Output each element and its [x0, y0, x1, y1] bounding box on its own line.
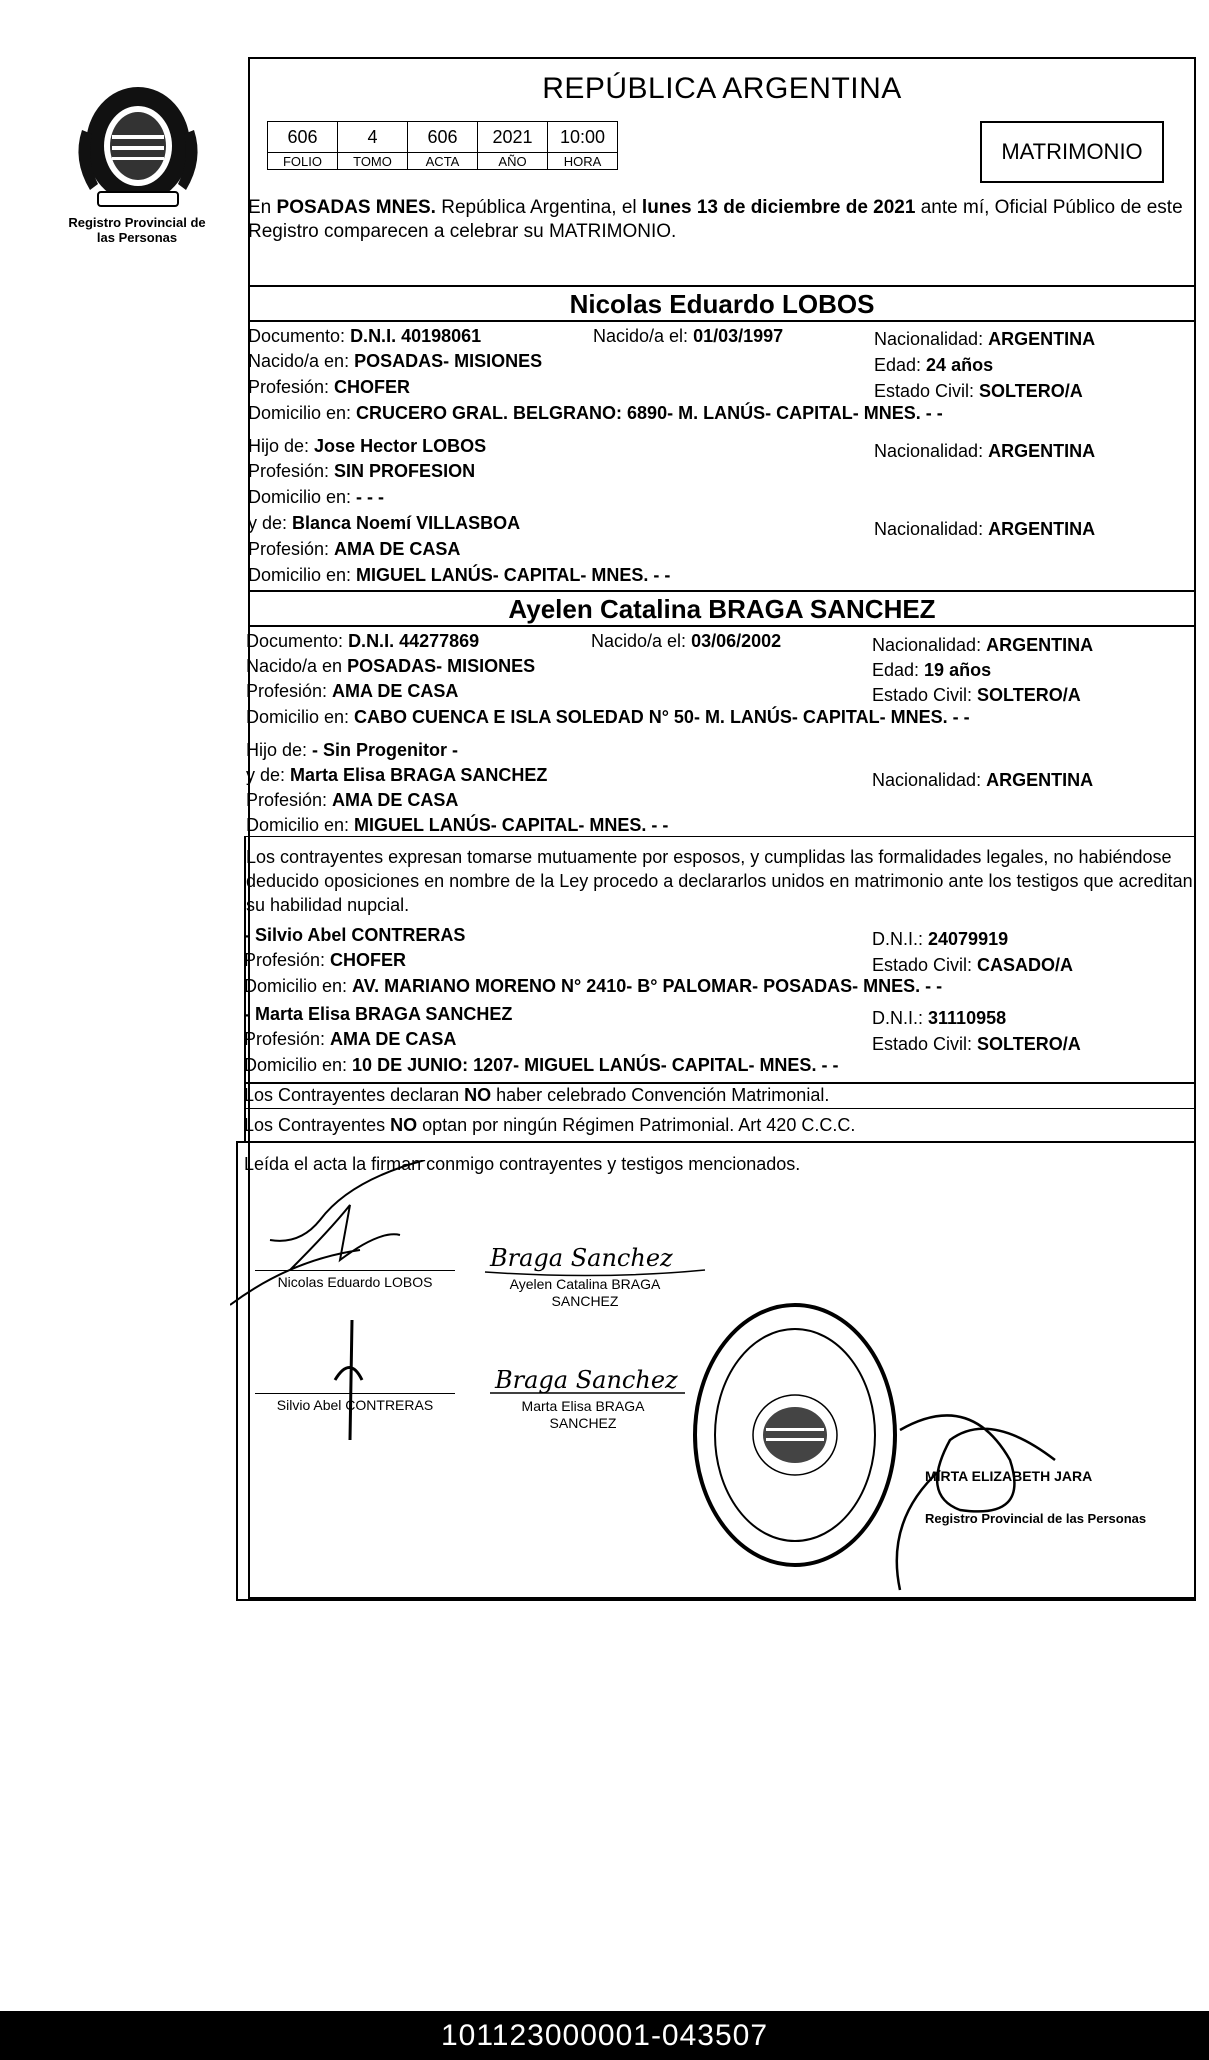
act-type-box: MATRIMONIO: [980, 121, 1164, 183]
value: Marta Elisa BRAGA SANCHEZ: [290, 765, 548, 785]
value: Jose Hector LOBOS: [314, 436, 487, 456]
divider: [244, 1082, 1196, 1084]
groom-nationality: [874, 329, 1095, 350]
witness1-signature-icon: [330, 1320, 370, 1440]
value: 24 años: [926, 355, 994, 375]
witness1-dni: [872, 929, 1008, 950]
anio-value: 2021: [478, 122, 548, 153]
value: MIGUEL LANÚS- CAPITAL- MNES. - -: [356, 565, 671, 585]
groom-mother-address: [248, 565, 670, 586]
intro-city: POSADAS MNES.: [276, 197, 436, 218]
label: Domicilio en:: [244, 1055, 353, 1075]
groom-profession: [248, 377, 410, 398]
regime-statement: [244, 1115, 855, 1136]
label: Documento:: [248, 326, 351, 346]
value: AMA DE CASA: [330, 1029, 457, 1049]
witness1-name: [244, 925, 465, 946]
declaration-paragraph: Los contrayentes expresan tomarse mutuamente por esposos, y cumplidas las formalidades legales, no habiéndose deducido oposiciones en nombre de la Ley procedo a declararlos unidos en matrimonio ante los testigos que acreditan su habilidad nupcial.: [246, 847, 1193, 915]
value: D.N.I. 44277869: [348, 631, 480, 651]
value: SIN PROFESION: [334, 461, 476, 481]
label: Estado Civil:: [874, 381, 980, 401]
label: Domicilio en:: [248, 403, 357, 423]
intro-text: ante mí, Oficial Público de este Registro comparecen a celebrar su MATRIMONIO.: [248, 197, 1183, 242]
label: y de:: [246, 765, 291, 785]
divider: [244, 1108, 1196, 1109]
bride-mother: [246, 765, 547, 786]
witness2-address: [244, 1055, 838, 1076]
value: AMA DE CASA: [332, 681, 459, 701]
witness1-civil-status: [872, 955, 1073, 976]
officer-signature-icon: [880, 1400, 1080, 1600]
intro-text: República Argentina, el: [435, 197, 642, 218]
anio-label: AÑO: [478, 153, 548, 170]
witness2-handwriting: Braga Sanchez: [495, 1366, 678, 1394]
witness1-address: [244, 976, 942, 997]
label: Domicilio en:: [248, 565, 357, 585]
value: 31110958: [928, 1008, 1007, 1028]
label: D.N.I.:: [872, 929, 929, 949]
registry-logo: [68, 80, 208, 250]
bride-mother-nationality: [872, 770, 1093, 791]
closing-statement: Leída el acta la firman conmigo contrayentes y testigos mencionados.: [244, 1154, 801, 1174]
line: SANCHEZ: [551, 1293, 619, 1309]
logo-caption: Registro Provincial de las Personas: [68, 215, 206, 245]
value: SOLTERO/A: [979, 381, 1083, 401]
label: Domicilio en:: [244, 976, 353, 996]
value: MIGUEL LANÚS- CAPITAL- MNES. - -: [354, 815, 669, 835]
value: CABO CUENCA E ISLA SOLEDAD N° 50- M. LANÚS- CAPITAL- MNES. - -: [354, 707, 970, 727]
label: Profesión:: [244, 950, 331, 970]
witness2-civil-status: [872, 1034, 1081, 1055]
line: Ayelen Catalina BRAGA: [509, 1276, 661, 1292]
convention-statement: [244, 1085, 829, 1106]
groom-signature-name: Nicolas Eduardo LOBOS: [277, 1274, 433, 1290]
bride-nationality: [872, 635, 1093, 656]
document-title: REPÚBLICA ARGENTINA: [542, 72, 902, 105]
label: Edad:: [874, 355, 927, 375]
divider: [248, 285, 1196, 287]
official-stamp-icon: [690, 1300, 900, 1570]
witness2-signature-name: [488, 1398, 678, 1432]
value: POSADAS- MISIONES: [354, 351, 543, 371]
label: Nacionalidad:: [874, 441, 989, 461]
label: Profesión:: [248, 461, 335, 481]
label: Hijo de:: [246, 740, 313, 760]
bride-signature-icon: [480, 1240, 710, 1280]
value: CASADO/A: [977, 955, 1074, 975]
value: D.N.I. 40198061: [350, 326, 482, 346]
label: Nacido/a en:: [248, 351, 355, 371]
acta-label: ACTA: [408, 153, 478, 170]
intro-date: lunes 13 de diciembre de 2021: [641, 197, 916, 218]
groom-father-address: [248, 487, 384, 508]
tomo-value: 4: [338, 122, 408, 153]
bride-profession: [246, 681, 458, 702]
hora-label: HORA: [548, 153, 618, 170]
witness1-signature-line: [255, 1393, 455, 1394]
groom-birthplace: [248, 351, 542, 372]
witness2-profession: [244, 1029, 456, 1050]
label: Profesión:: [246, 681, 333, 701]
label: y de:: [248, 513, 293, 533]
shield-logo-icon: [68, 80, 208, 215]
reference-table: [267, 121, 618, 170]
label: Profesión:: [246, 790, 333, 810]
divider: [248, 320, 1196, 322]
text: haber celebrado Convención Matrimonial.: [491, 1085, 830, 1105]
value: ARGENTINA: [986, 770, 1094, 790]
label: Estado Civil:: [872, 1034, 978, 1054]
groom-birthdate: [593, 326, 783, 347]
text: optan por ningún Régimen Patrimonial. Art 420 C.C.C.: [417, 1115, 856, 1135]
groom-mother-nationality: [874, 519, 1095, 540]
label: Domicilio en:: [246, 815, 355, 835]
label: Nacionalidad:: [872, 770, 987, 790]
label: Edad:: [872, 660, 925, 680]
witness1-profession: [244, 950, 406, 971]
label: Nacionalidad:: [872, 635, 987, 655]
value: Blanca Noemí VILLASBOA: [292, 513, 521, 533]
value: 03/06/2002: [691, 631, 782, 651]
label: Nacionalidad:: [874, 519, 989, 539]
bride-address: [246, 707, 970, 728]
text: Los Contrayentes declaran: [244, 1085, 465, 1105]
intro-paragraph: [248, 196, 1194, 244]
divider: [236, 1141, 1196, 1143]
groom-mother: [248, 513, 520, 534]
label: Estado Civil:: [872, 685, 978, 705]
value: 19 años: [924, 660, 992, 680]
bride-father: [246, 740, 458, 761]
label: Profesión:: [248, 539, 335, 559]
value: CHOFER: [330, 950, 407, 970]
value: AV. MARIANO MORENO N° 2410- B° PALOMAR- POSADAS- MNES. - -: [352, 976, 943, 996]
divider: [248, 625, 1196, 627]
label: Nacido/a el:: [591, 631, 692, 651]
value: ARGENTINA: [988, 441, 1096, 461]
witness2-signature-icon: [490, 1360, 690, 1400]
line: Marta Elisa BRAGA: [521, 1398, 645, 1414]
groom-father-profession: [248, 461, 475, 482]
groom-mother-profession: [248, 539, 460, 560]
groom-age: [874, 355, 993, 376]
groom-father-nationality: [874, 441, 1095, 462]
intro-text: En: [248, 197, 277, 218]
footer-barcode-number: 101123000001-043507: [0, 2011, 1209, 2060]
value: CRUCERO GRAL. BELGRANO: 6890- M. LANÚS- CAPITAL- MNES. - -: [356, 403, 943, 423]
acta-value: 606: [408, 122, 478, 153]
groom-signature-line: [255, 1270, 455, 1271]
bride-birthplace: [246, 656, 535, 677]
line: SANCHEZ: [549, 1415, 617, 1431]
officer-name: MIRTA ELIZABETH JARA: [925, 1468, 1093, 1484]
label: Nacido/a el:: [593, 326, 694, 346]
value: ARGENTINA: [988, 329, 1096, 349]
text: NO: [464, 1085, 492, 1105]
value: - Marta Elisa BRAGA SANCHEZ: [244, 1004, 513, 1024]
groom-document: [248, 326, 481, 347]
value: 10 DE JUNIO: 1207- MIGUEL LANÚS- CAPITAL- MNES. - -: [352, 1055, 839, 1075]
label: Hijo de:: [248, 436, 315, 456]
bride-birthdate: [591, 631, 781, 652]
text: Los Contrayentes: [244, 1115, 391, 1135]
value: CHOFER: [334, 377, 411, 397]
hora-value: 10:00: [548, 122, 618, 153]
label: Profesión:: [244, 1029, 331, 1049]
label: D.N.I.:: [872, 1008, 929, 1028]
value: - Silvio Abel CONTRERAS: [244, 925, 466, 945]
groom-father: [248, 436, 486, 457]
groom-name: Nicolas Eduardo LOBOS: [569, 289, 875, 319]
witness2-name: [244, 1004, 512, 1025]
value: - - -: [356, 487, 385, 507]
bride-name: Ayelen Catalina BRAGA SANCHEZ: [508, 594, 936, 624]
value: SOLTERO/A: [977, 1034, 1081, 1054]
value: - Sin Progenitor -: [312, 740, 459, 760]
value: AMA DE CASA: [334, 539, 461, 559]
bride-mother-profession: [246, 790, 458, 811]
divider: [248, 590, 1196, 592]
value: SOLTERO/A: [977, 685, 1081, 705]
label: Profesión:: [248, 377, 335, 397]
label: Domicilio en:: [248, 487, 357, 507]
folio-value: 606: [268, 122, 338, 153]
text: NO: [390, 1115, 418, 1135]
bride-handwriting: Braga Sanchez: [490, 1244, 673, 1272]
value: 24079919: [928, 929, 1009, 949]
bride-document: [246, 631, 479, 652]
tomo-label: TOMO: [338, 153, 408, 170]
value: ARGENTINA: [988, 519, 1096, 539]
witness1-signature-name: Silvio Abel CONTRERAS: [276, 1397, 434, 1413]
value: AMA DE CASA: [332, 790, 459, 810]
bride-civil-status: [872, 685, 1081, 706]
groom-address: [248, 403, 943, 424]
bride-age: [872, 660, 991, 681]
folio-label: FOLIO: [268, 153, 338, 170]
label: Nacionalidad:: [874, 329, 989, 349]
label: Nacido/a en: [246, 656, 348, 676]
label: Estado Civil:: [872, 955, 978, 975]
label: Domicilio en:: [246, 707, 355, 727]
divider: [244, 836, 1196, 837]
witness2-dni: [872, 1008, 1006, 1029]
label: Documento:: [246, 631, 349, 651]
groom-civil-status: [874, 381, 1083, 402]
bride-signature-name: [490, 1276, 680, 1310]
value: ARGENTINA: [986, 635, 1094, 655]
officer-office: Registro Provincial de las Personas: [925, 1511, 1147, 1526]
value: 01/03/1997: [693, 326, 784, 346]
value: POSADAS- MISIONES: [347, 656, 536, 676]
bride-mother-address: [246, 815, 668, 836]
